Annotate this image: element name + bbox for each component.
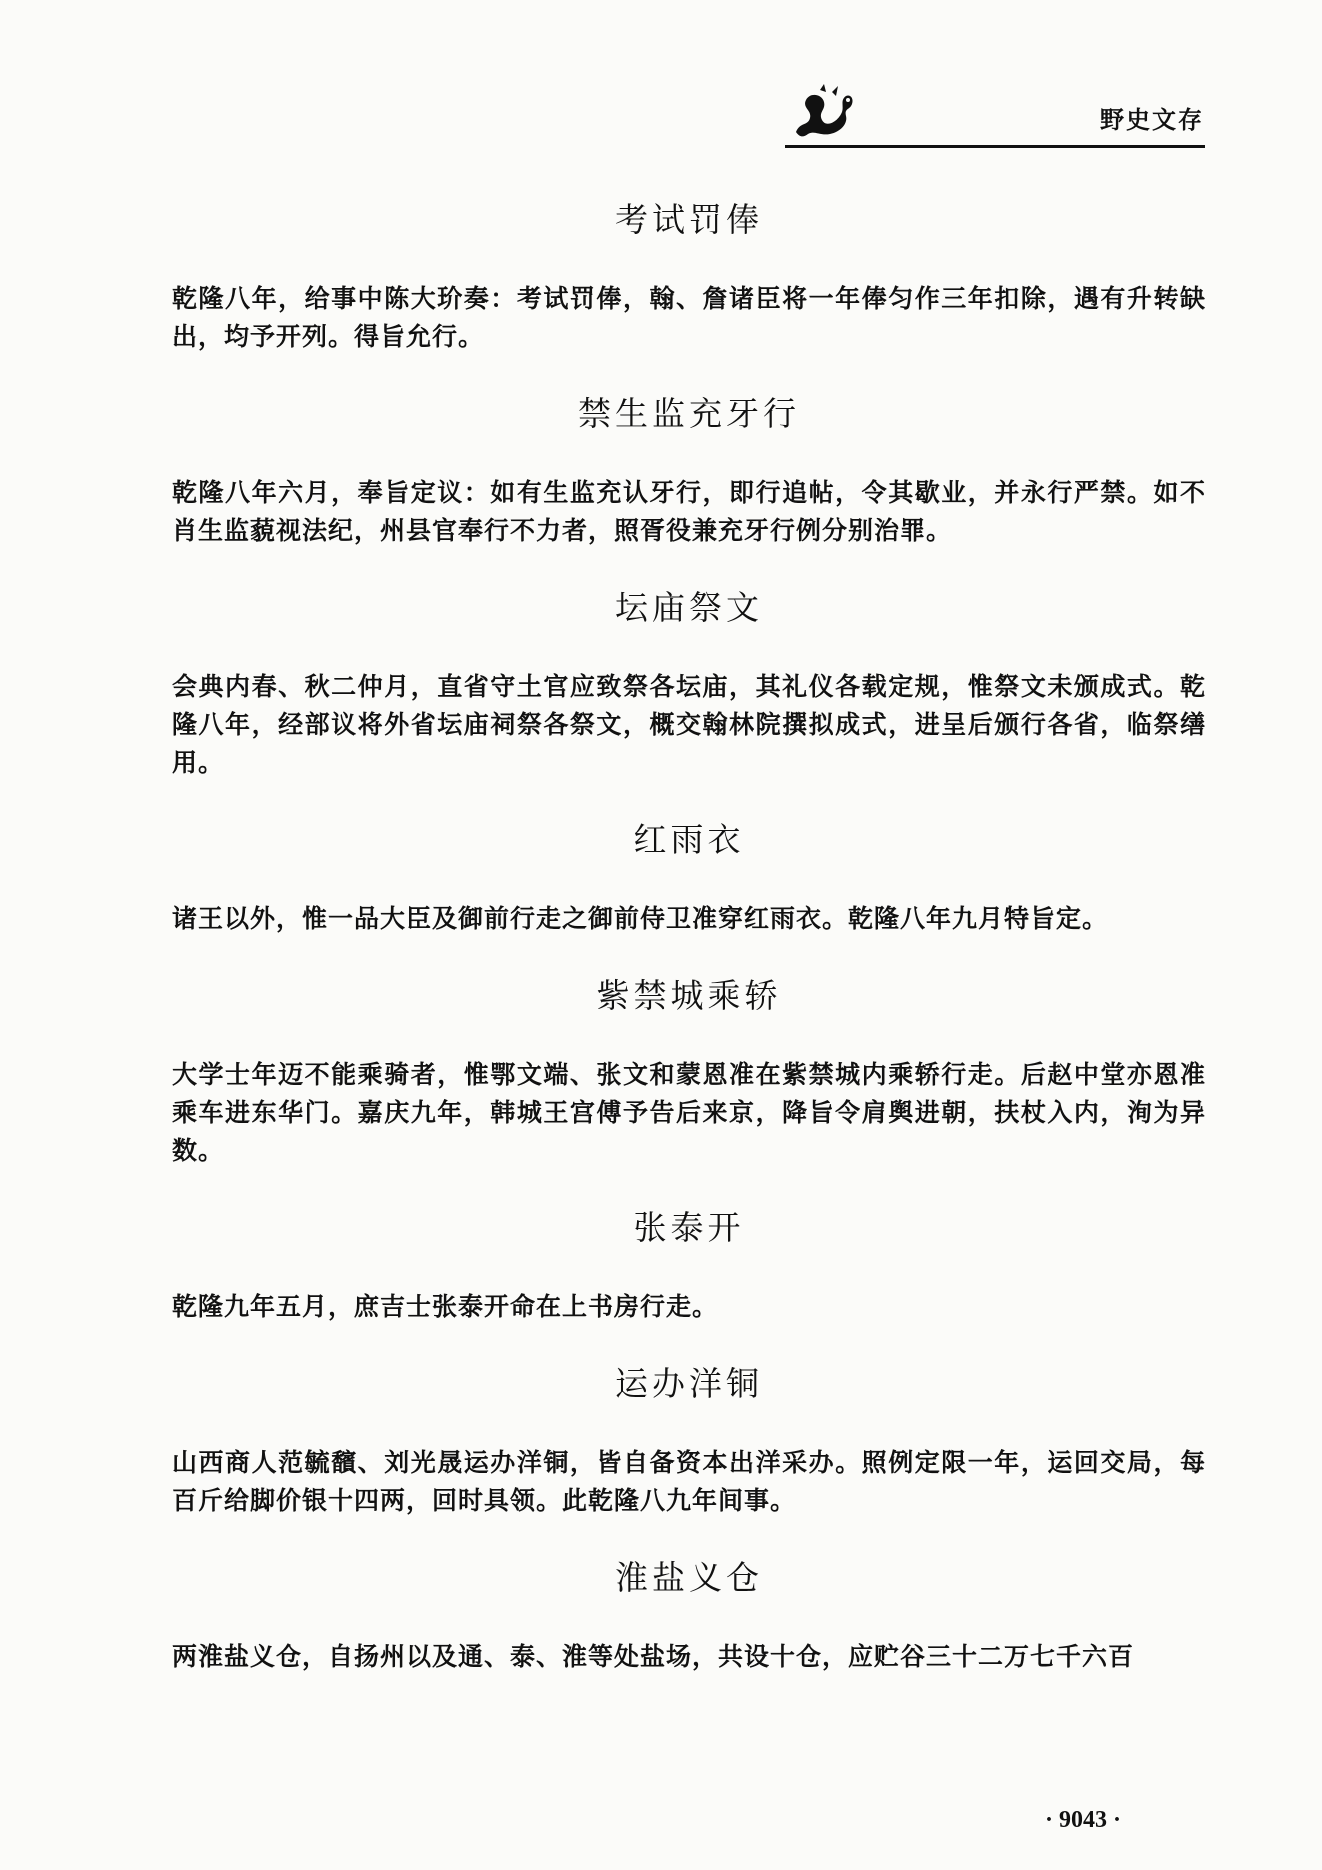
page-number: · 9043 ·	[1045, 1807, 1122, 1833]
section-title: 运办洋铜	[615, 1364, 763, 1403]
section	[172, 820, 1206, 938]
page-content	[172, 200, 1206, 1714]
dragon-logo-icon	[790, 82, 858, 142]
section-body: 两淮盐义仓，自扬州以及通、泰、淮等处盐场，共设十仓，应贮谷三十二万七千六百	[172, 1642, 1135, 1671]
section-title: 考试罚俸	[615, 200, 763, 239]
section-body: 山西商人范毓馪、刘光晟运办洋铜，皆自备资本出洋采办。照例定限一年，运回交局，每百斤给脚价银十四两，回时具领。此乾隆八九年间事。	[172, 1448, 1206, 1515]
section-body: 会典内春、秋二仲月，直省守土官应致祭各坛庙，其礼仪各载定规，惟祭文未颁成式。乾隆八年，经部议将外省坛庙祠祭各祭文，概交翰林院撰拟成式，进呈后颁行各省，临祭缮用。	[172, 672, 1206, 777]
book-title: 野史文存	[1100, 106, 1204, 134]
section-title: 禁生监充牙行	[578, 394, 800, 433]
section-title: 淮盐义仓	[615, 1558, 763, 1597]
section	[172, 588, 1206, 782]
header-rule	[785, 145, 1205, 148]
section	[172, 394, 1206, 550]
section-title: 红雨衣	[633, 820, 745, 859]
section-title: 张泰开	[633, 1208, 745, 1247]
section	[172, 1364, 1206, 1520]
section-body: 乾隆八年六月，奉旨定议：如有生监充认牙行，即行追帖，令其歇业，并永行严禁。如不肖生监藐视法纪，州县官奉行不力者，照胥役兼充牙行例分别治罪。	[172, 478, 1206, 545]
section-title: 坛庙祭文	[615, 588, 763, 627]
section-body: 大学士年迈不能乘骑者，惟鄂文端、张文和蒙恩准在紫禁城内乘轿行走。后赵中堂亦恩准乘车进东华门。嘉庆九年，韩城王宫傅予告后来京，降旨令肩舆进朝，扶杖入内，洵为异数。	[172, 1060, 1206, 1165]
section-body: 乾隆九年五月，庶吉士张泰开命在上书房行走。	[172, 1292, 719, 1321]
section	[172, 976, 1206, 1170]
section	[172, 1208, 1206, 1326]
section	[172, 200, 1206, 356]
section-body: 诸王以外，惟一品大臣及御前行走之御前侍卫准穿红雨衣。乾隆八年九月特旨定。	[172, 904, 1109, 933]
section-title: 紫禁城乘轿	[596, 976, 782, 1015]
section-body: 乾隆八年，给事中陈大玠奏：考试罚俸，翰、詹诸臣将一年俸匀作三年扣除，遇有升转缺出，均予开列。得旨允行。	[172, 284, 1206, 351]
section	[172, 1558, 1206, 1676]
